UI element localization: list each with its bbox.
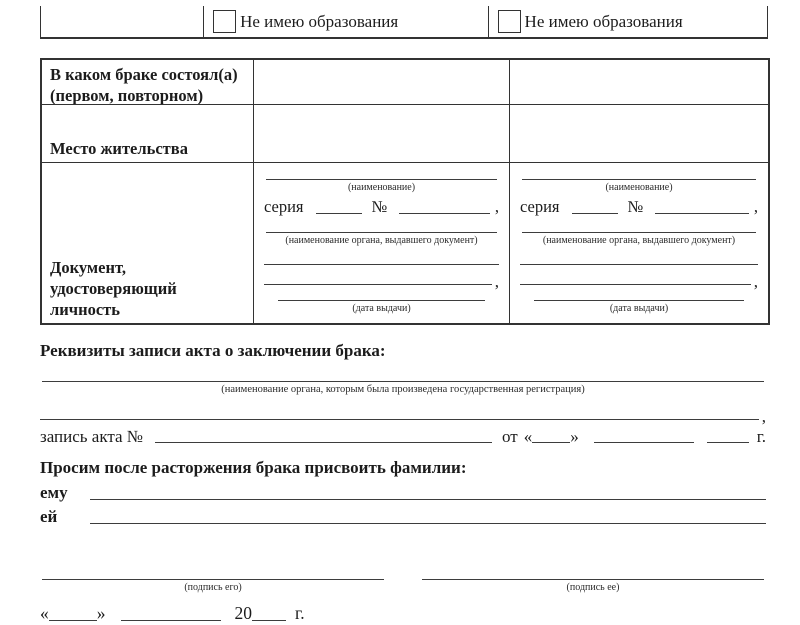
issuer-extra-line <box>520 264 758 265</box>
husband-signature-field <box>40 579 386 594</box>
comma: , <box>753 271 758 291</box>
signatures-section <box>40 567 766 624</box>
comma: , <box>761 406 766 426</box>
date-century-prefix: 20 <box>234 603 252 623</box>
date-year-blank <box>252 620 286 621</box>
document-name-line <box>522 179 756 180</box>
comma: , <box>753 197 758 216</box>
date-month-blank <box>121 620 221 621</box>
issue-date-field-him <box>264 300 499 315</box>
issuer-caption: (наименование органа, выдавшего документ) <box>285 234 478 246</box>
marriage-status-cell-her <box>509 60 768 104</box>
issuer-comma-line-him <box>264 271 499 291</box>
education-checkbox-cell-her <box>488 6 768 37</box>
issuer-line <box>522 232 756 233</box>
comma: , <box>494 197 499 216</box>
issuer-comma-line-her <box>520 271 758 291</box>
registrar-line <box>42 381 764 382</box>
number-sign: № <box>627 197 644 216</box>
number-blank <box>399 213 490 214</box>
record-number-row <box>40 426 766 447</box>
issuer-comma-blank <box>264 284 492 285</box>
husband-surname-blank <box>90 499 766 500</box>
marriage-status-cell-him <box>253 60 509 104</box>
issuer-comma-blank <box>520 284 751 285</box>
row-label-marriage-status <box>42 60 253 104</box>
record-year-suffix: г. <box>756 426 766 446</box>
close-quote: » <box>96 603 106 623</box>
husband-surname-label: ему <box>40 482 68 502</box>
wife-signature-caption: (подпись ее) <box>566 582 620 593</box>
identity-document-cell-him <box>253 162 509 323</box>
issuer-line <box>266 232 497 233</box>
document-name-line <box>266 179 497 180</box>
no-education-label-her: Не имею образования <box>524 11 683 31</box>
marriage-status-label-line2: (первом, повторном) <box>50 86 204 106</box>
record-number-blank <box>155 442 492 443</box>
record-number-label: запись акта № <box>40 426 144 446</box>
marriage-record-heading: Реквизиты записи акта о заключении брака: <box>40 341 386 360</box>
husband-signature-caption: (подпись его) <box>184 582 242 593</box>
identity-document-label-line2: удостоверяющий <box>50 278 177 298</box>
date-day-blank <box>49 620 97 621</box>
residence-label: Место жительства <box>50 138 188 158</box>
wife-signature-field <box>420 579 766 594</box>
number-blank <box>655 213 749 214</box>
series-label: серия <box>520 197 560 216</box>
no-education-checkbox-her[interactable] <box>498 10 521 33</box>
wife-surname-row <box>40 506 766 527</box>
education-strip <box>40 6 768 39</box>
series-blank <box>572 213 618 214</box>
application-date-row <box>40 603 370 624</box>
row-label-residence <box>42 104 253 162</box>
number-sign: № <box>371 197 388 216</box>
wife-surname-blank <box>90 523 766 524</box>
surnames-heading: Просим после расторжения брака присвоить фамилии: <box>40 458 467 478</box>
document-name-caption: (наименование) <box>605 182 673 193</box>
education-checkbox-cell-him <box>203 6 487 37</box>
document-name-field-him <box>264 179 499 194</box>
issue-date-line <box>534 300 744 301</box>
identity-document-label-line1: Документ, <box>50 257 126 277</box>
spouses-details-table <box>40 58 770 325</box>
comma: , <box>494 271 499 291</box>
issue-date-field-her <box>520 300 758 315</box>
series-number-row-her <box>520 197 758 218</box>
registrar-continuation-blank <box>40 419 759 420</box>
issuer-field-her <box>520 232 758 247</box>
issuer-extra-line <box>264 264 499 265</box>
residence-cell-her <box>509 104 768 162</box>
document-name-caption: (наименование) <box>347 182 416 193</box>
series-number-row-him <box>264 197 499 218</box>
close-quote: » <box>570 426 579 446</box>
marriage-record-section <box>40 341 766 527</box>
wife-signature-line <box>422 579 764 580</box>
record-day-blank <box>532 442 570 443</box>
record-year-blank <box>707 442 749 443</box>
issue-date-caption: (дата выдачи) <box>609 302 669 314</box>
registrar-continuation-line <box>40 406 766 426</box>
signature-lines-row <box>40 567 766 594</box>
identity-document-label <box>50 257 177 320</box>
issue-date-line <box>278 300 485 301</box>
education-strip-spacer-cell <box>40 6 203 37</box>
series-blank <box>316 213 362 214</box>
marriage-status-label-line1: В каком браке состоял(а) <box>50 65 238 84</box>
husband-surname-row <box>40 482 766 503</box>
record-from-label: от <box>501 426 518 446</box>
issue-date-caption: (дата выдачи) <box>352 302 411 314</box>
row-label-identity-document <box>42 162 253 323</box>
series-label: серия <box>264 197 304 216</box>
document-name-field-her <box>520 179 758 194</box>
issuer-caption: (наименование органа, выдавшего документ) <box>542 234 736 246</box>
open-quote: « <box>523 426 533 446</box>
open-quote: « <box>40 603 49 623</box>
residence-cell-him <box>253 104 509 162</box>
husband-signature-line <box>42 579 384 580</box>
date-year-suffix: г. <box>295 603 305 623</box>
identity-document-cell-her <box>509 162 768 323</box>
registrar-caption: (наименование органа, которым была произведена государственная регистрация) <box>221 384 585 396</box>
no-education-label-him: Не имею образования <box>240 11 399 31</box>
record-month-blank <box>594 442 694 443</box>
no-education-checkbox-him[interactable] <box>213 10 236 33</box>
identity-document-label-line3: личность <box>50 299 120 319</box>
registrar-field <box>40 381 766 397</box>
issuer-field-him <box>264 232 499 247</box>
wife-surname-label: ей <box>40 506 58 526</box>
